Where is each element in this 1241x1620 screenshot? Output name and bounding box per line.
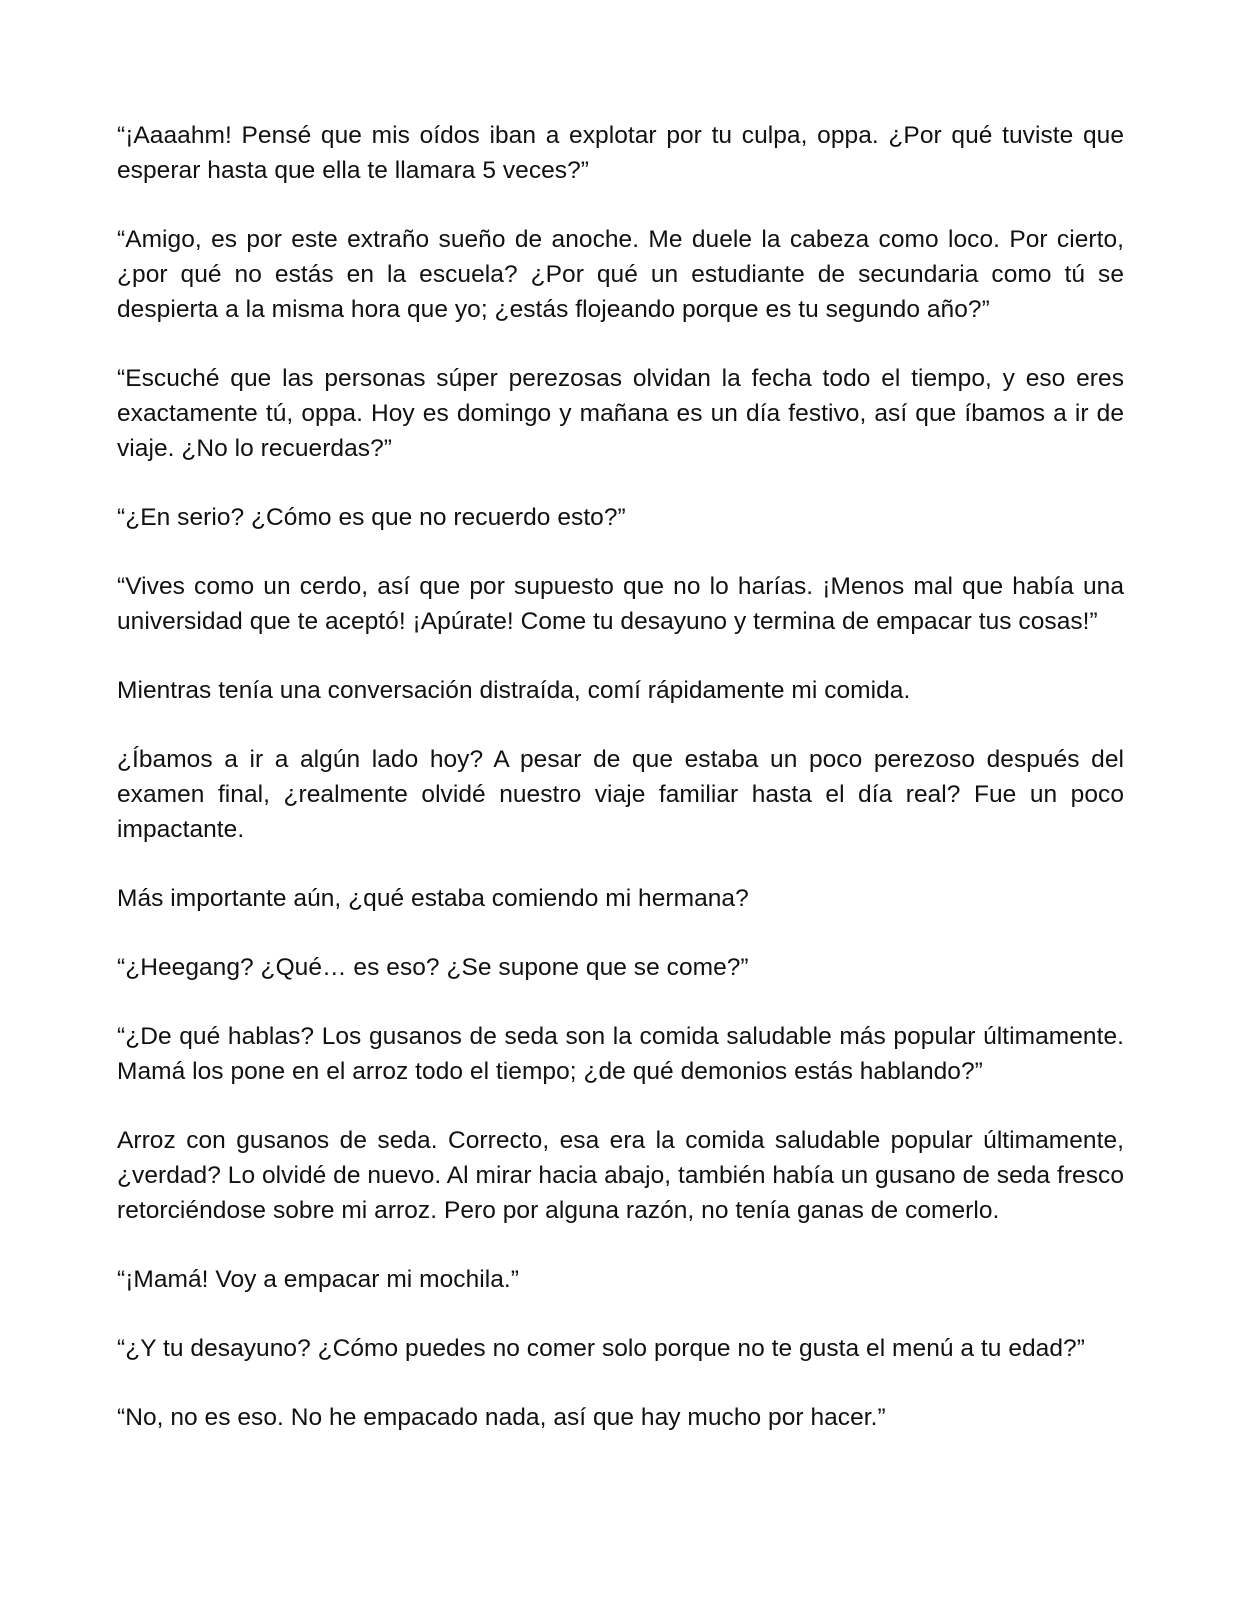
paragraph: “No, no es eso. No he empacado nada, así que hay mucho por hacer.” <box>117 1404 886 1431</box>
paragraph: “Escuché que las personas súper perezosas olvidan la fecha todo el tiempo, y eso eres exactamente tú, oppa. Hoy es domingo y mañana es un día festivo, así que íbamos a ir de viaje. ¿No lo recuerdas?” <box>117 365 1124 462</box>
paragraph: “¿De qué hablas? Los gusanos de seda son la comida saludable más popular últimamente. Mamá los pone en el arroz todo el tiempo; ¿de qué demonios estás hablando?” <box>117 1023 1124 1085</box>
paragraph: ¿Íbamos a ir a algún lado hoy? A pesar de que estaba un poco perezoso después del examen final, ¿realmente olvidé nuestro viaje familiar hasta el día real? Fue un poco impactante. <box>117 746 1124 843</box>
paragraph: Más importante aún, ¿qué estaba comiendo mi hermana? <box>117 885 749 912</box>
document-body <box>117 118 1124 1435</box>
paragraph: Mientras tenía una conversación distraída, comí rápidamente mi comida. <box>117 677 911 704</box>
paragraph: “¿Heegang? ¿Qué… es eso? ¿Se supone que se come?” <box>117 954 749 981</box>
paragraph: “¡Aaaahm! Pensé que mis oídos iban a explotar por tu culpa, oppa. ¿Por qué tuviste que esperar hasta que ella te llamara 5 veces?” <box>117 122 1124 184</box>
paragraph: Arroz con gusanos de seda. Correcto, esa era la comida saludable popular últimamente, ¿verdad? Lo olvidé de nuevo. Al mirar hacia abajo, también había un gusano de seda fresco retorciéndose sobre mi arroz. Pero por alguna razón, no tenía ganas de comerlo. <box>117 1127 1124 1224</box>
paragraph: “¿Y tu desayuno? ¿Cómo puedes no comer solo porque no te gusta el menú a tu edad?” <box>117 1335 1085 1362</box>
paragraph: “Amigo, es por este extraño sueño de anoche. Me duele la cabeza como loco. Por cierto, ¿por qué no estás en la escuela? ¿Por qué un estudiante de secundaria como tú se despierta a la misma hora que yo; ¿estás flojeando porque es tu segundo año?” <box>117 226 1124 323</box>
paragraph: “¿En serio? ¿Cómo es que no recuerdo esto?” <box>117 504 626 531</box>
paragraph: “Vives como un cerdo, así que por supuesto que no lo harías. ¡Menos mal que había una universidad que te aceptó! ¡Apúrate! Come tu desayuno y termina de empacar tus cosas!” <box>117 573 1124 635</box>
paragraph: “¡Mamá! Voy a empacar mi mochila.” <box>117 1266 519 1293</box>
